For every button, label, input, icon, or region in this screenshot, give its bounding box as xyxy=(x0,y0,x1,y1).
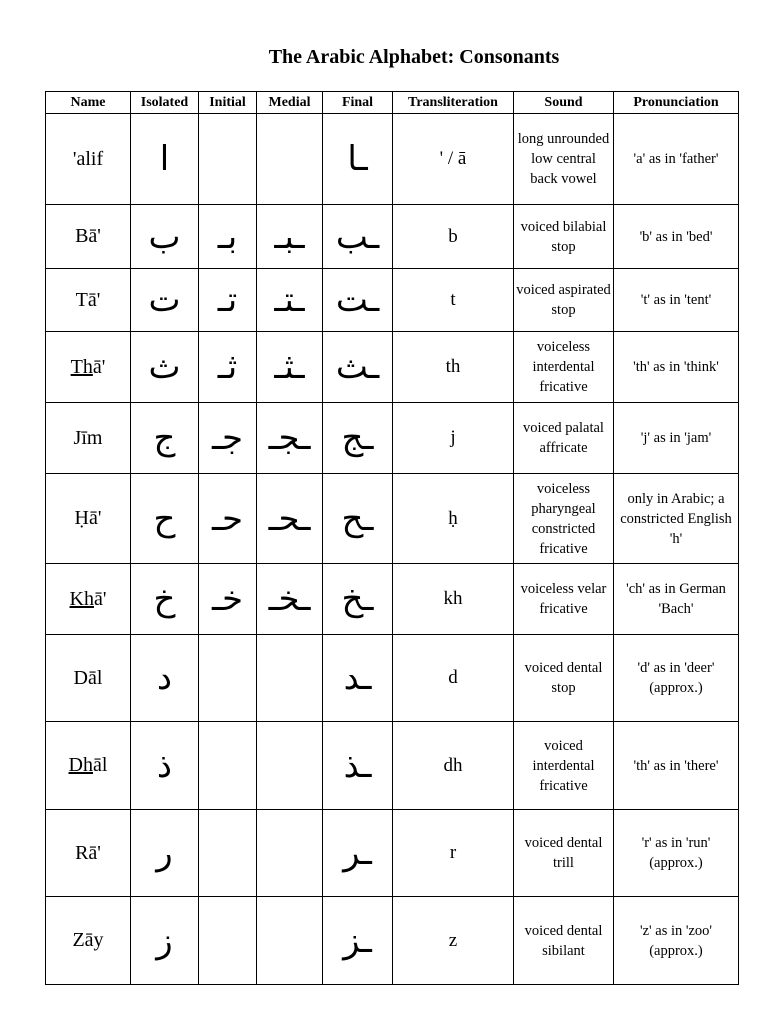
header-row xyxy=(46,92,739,114)
sound-description: voiceless pharyngeal constricted fricative xyxy=(514,474,614,564)
pronunciation: 'th' as in 'there' xyxy=(614,722,739,810)
letter-name-underlined: Th xyxy=(70,355,93,378)
medial-form: ـتـ xyxy=(257,269,323,332)
medial-form: ـبـ xyxy=(257,205,323,269)
header-pronunciation: Pronunciation xyxy=(614,92,739,114)
pronunciation: 'ch' as in German 'Bach' xyxy=(614,564,739,635)
table-row xyxy=(46,635,739,722)
pronunciation: 'a' as in 'father' xyxy=(614,114,739,205)
page-title: The Arabic Alphabet: Consonants xyxy=(268,46,560,68)
letter-name: Dāl xyxy=(46,635,131,722)
sound-description: voiceless velar fricative xyxy=(514,564,614,635)
final-form: ـز xyxy=(323,897,393,985)
medial-form: ـخـ xyxy=(257,564,323,635)
table-row xyxy=(46,403,739,474)
medial-form: ـحـ xyxy=(257,474,323,564)
table-row xyxy=(46,332,739,403)
alphabet-table xyxy=(45,91,739,985)
table-row xyxy=(46,269,739,332)
isolated-form: ث xyxy=(131,332,199,403)
sound-description: voiceless interdental fricative xyxy=(514,332,614,403)
sound-description: voiced interdental fricative xyxy=(514,722,614,810)
initial-form: جـ xyxy=(199,403,257,474)
transliteration: t xyxy=(393,269,514,332)
isolated-form: ذ xyxy=(131,722,199,810)
letter-name-rest: ā' xyxy=(92,355,106,378)
sound-description: voiced aspirated stop xyxy=(514,269,614,332)
header-medial: Medial xyxy=(257,92,323,114)
final-form: ـج xyxy=(323,403,393,474)
final-form: ـت xyxy=(323,269,393,332)
transliteration: dh xyxy=(393,722,514,810)
pronunciation: 't' as in 'tent' xyxy=(614,269,739,332)
transliteration: th xyxy=(393,332,514,403)
letter-name: Tā' xyxy=(46,269,131,332)
sound-description: voiced bilabial stop xyxy=(514,205,614,269)
pronunciation: 'd' as in 'deer' (approx.) xyxy=(614,635,739,722)
medial-form xyxy=(257,810,323,897)
final-form: ـذ xyxy=(323,722,393,810)
final-form: ـح xyxy=(323,474,393,564)
table-row xyxy=(46,722,739,810)
pronunciation: 'b' as in 'bed' xyxy=(614,205,739,269)
medial-form: ـجـ xyxy=(257,403,323,474)
sound-description: voiced dental trill xyxy=(514,810,614,897)
final-form: ـا xyxy=(323,114,393,205)
medial-form xyxy=(257,897,323,985)
letter-name: Ḥā' xyxy=(46,474,131,564)
transliteration: z xyxy=(393,897,514,985)
table-row xyxy=(46,114,739,205)
letter-name xyxy=(46,332,131,403)
transliteration: j xyxy=(393,403,514,474)
initial-form xyxy=(199,810,257,897)
final-form: ـث xyxy=(323,332,393,403)
table-row xyxy=(46,810,739,897)
final-form: ـب xyxy=(323,205,393,269)
header-name: Name xyxy=(46,92,131,114)
transliteration: ' / ā xyxy=(393,114,514,205)
table-row xyxy=(46,474,739,564)
final-form: ـر xyxy=(323,810,393,897)
final-form: ـد xyxy=(323,635,393,722)
final-form: ـخ xyxy=(323,564,393,635)
header-transliteration: Transliteration xyxy=(393,92,514,114)
transliteration: ḥ xyxy=(393,474,514,564)
letter-name xyxy=(46,722,131,810)
initial-form: حـ xyxy=(199,474,257,564)
sound-description: long unrounded low central back vowel xyxy=(514,114,614,205)
letter-name xyxy=(46,564,131,635)
table-row xyxy=(46,897,739,985)
sound-description: voiced dental stop xyxy=(514,635,614,722)
table-row xyxy=(46,564,739,635)
letter-name: Bā' xyxy=(46,205,131,269)
letter-name-underlined: Kh xyxy=(69,587,94,610)
initial-form xyxy=(199,897,257,985)
isolated-form: ح xyxy=(131,474,199,564)
header-initial: Initial xyxy=(199,92,257,114)
medial-form xyxy=(257,114,323,205)
header-final: Final xyxy=(323,92,393,114)
header-isolated: Isolated xyxy=(131,92,199,114)
isolated-form: ا xyxy=(131,114,199,205)
initial-form xyxy=(199,114,257,205)
initial-form: ثـ xyxy=(199,332,257,403)
isolated-form: ز xyxy=(131,897,199,985)
sound-description: voiced dental sibilant xyxy=(514,897,614,985)
medial-form: ـثـ xyxy=(257,332,323,403)
transliteration: d xyxy=(393,635,514,722)
medial-form xyxy=(257,722,323,810)
isolated-form: ت xyxy=(131,269,199,332)
pronunciation: 'th' as in 'think' xyxy=(614,332,739,403)
pronunciation: 'j' as in 'jam' xyxy=(614,403,739,474)
letter-name-rest: āl xyxy=(93,754,108,776)
pronunciation: 'r' as in 'run' (approx.) xyxy=(614,810,739,897)
transliteration: b xyxy=(393,205,514,269)
medial-form xyxy=(257,635,323,722)
letter-name: Rā' xyxy=(46,810,131,897)
letter-name-underlined: Dh xyxy=(68,754,93,776)
isolated-form: ب xyxy=(131,205,199,269)
letter-name: Jīm xyxy=(46,403,131,474)
isolated-form: د xyxy=(131,635,199,722)
isolated-form: ر xyxy=(131,810,199,897)
pronunciation: only in Arabic; a constricted English 'h' xyxy=(614,474,739,564)
table-row xyxy=(46,205,739,269)
initial-form xyxy=(199,635,257,722)
letter-name: 'alif xyxy=(46,114,131,205)
header-sound: Sound xyxy=(514,92,614,114)
transliteration: kh xyxy=(393,564,514,635)
isolated-form: ج xyxy=(131,403,199,474)
initial-form xyxy=(199,722,257,810)
letter-name: Zāy xyxy=(46,897,131,985)
letter-name-rest: ā' xyxy=(93,587,107,610)
initial-form: خـ xyxy=(199,564,257,635)
transliteration: r xyxy=(393,810,514,897)
sound-description: voiced palatal affricate xyxy=(514,403,614,474)
pronunciation: 'z' as in 'zoo' (approx.) xyxy=(614,897,739,985)
initial-form: تـ xyxy=(199,269,257,332)
isolated-form: خ xyxy=(131,564,199,635)
initial-form: بـ xyxy=(199,205,257,269)
